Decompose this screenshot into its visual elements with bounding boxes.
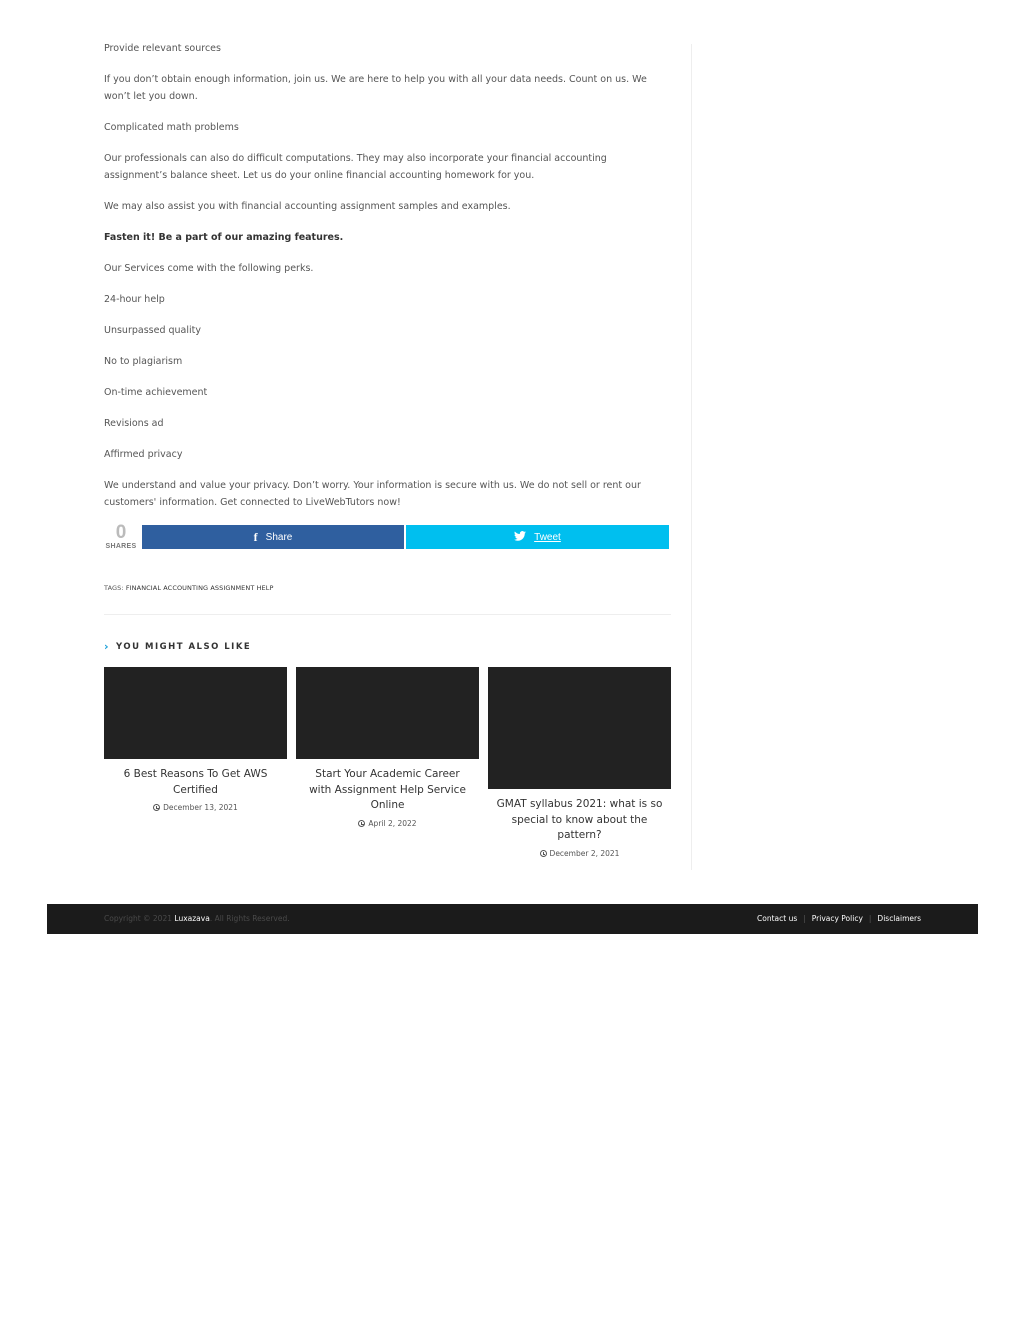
copyright-prefix: Copyright © 2021	[104, 914, 173, 923]
post-title[interactable]: Start Your Academic Career with Assignment Help Service Online	[309, 768, 466, 811]
related-post-card[interactable]	[488, 667, 671, 858]
article-paragraph: Unsurpassed quality	[104, 325, 201, 336]
chevron-right-icon: ›	[104, 640, 111, 653]
post-thumbnail[interactable]	[296, 667, 479, 759]
related-post-card[interactable]	[104, 667, 287, 812]
article-paragraph: Affirmed privacy	[104, 449, 183, 460]
footer-link-contact[interactable]: Contact us	[757, 914, 798, 923]
facebook-share-label: Share	[265, 531, 293, 543]
footer-separator: |	[803, 914, 806, 923]
footer-links	[757, 914, 921, 923]
twitter-share-button[interactable]	[406, 525, 669, 549]
footer-link-disclaimers[interactable]: Disclaimers	[877, 914, 921, 923]
article-content	[104, 40, 670, 867]
brand-link[interactable]: Luxazava	[174, 914, 210, 923]
sidebar-divider	[691, 44, 692, 870]
share-bar	[104, 522, 670, 551]
article-paragraph: We understand and value your privacy. Don’t worry. Your information is secure with us. We do not sell or rent our customers' information. Get connected to LiveWebTutors now!	[104, 480, 641, 508]
article-paragraph: 24-hour help	[104, 294, 165, 305]
article-paragraph: If you don’t obtain enough information, join us. We are here to help you with all your data needs. Count on us. We won’t let you down.	[104, 74, 647, 102]
post-title[interactable]: 6 Best Reasons To Get AWS Certified	[123, 768, 268, 796]
article-paragraph: On-time achievement	[104, 387, 208, 398]
article-paragraph: No to plagiarism	[104, 356, 183, 367]
facebook-share-button[interactable]	[142, 525, 404, 549]
tag-link[interactable]: FINANCIAL ACCOUNTING ASSIGNMENT HELP	[125, 584, 274, 592]
tags-prefix: TAGS:	[104, 584, 124, 592]
article-paragraph: Complicated math problems	[104, 122, 239, 133]
post-thumbnail[interactable]	[488, 667, 671, 789]
article-paragraph: Provide relevant sources	[104, 43, 221, 54]
share-count-number: 0	[115, 522, 127, 543]
clock-icon	[540, 850, 547, 857]
post-date-text: April 2, 2022	[368, 818, 417, 828]
post-date-text: December 2, 2021	[549, 848, 620, 858]
article-body	[104, 40, 670, 511]
footer-link-privacy[interactable]: Privacy Policy	[811, 914, 863, 923]
post-date	[488, 849, 671, 858]
related-post-card[interactable]	[296, 667, 479, 828]
twitter-share-label: Tweet	[534, 531, 561, 543]
article-paragraph: Our Services come with the following perks.	[104, 263, 314, 274]
post-tags	[104, 584, 670, 592]
divider	[104, 614, 671, 615]
post-date	[296, 819, 479, 828]
copyright	[104, 914, 290, 923]
related-posts-title: YOU MIGHT ALSO LIKE	[116, 641, 252, 652]
clock-icon	[358, 820, 365, 827]
post-thumbnail[interactable]	[104, 667, 287, 759]
share-count	[104, 523, 138, 550]
article-paragraph: Fasten it! Be a part of our amazing features.	[104, 232, 344, 243]
clock-icon	[153, 804, 160, 811]
share-count-label: SHARES	[105, 543, 137, 550]
article-paragraph: We may also assist you with financial accounting assignment samples and examples.	[104, 201, 511, 212]
article-paragraph: Our professionals can also do difficult computations. They may also incorporate your financial accounting assignment’s balance sheet. Let us do your online financial accounting homework for you.	[104, 153, 607, 181]
post-title[interactable]: GMAT syllabus 2021: what is so special to know about the pattern?	[496, 798, 663, 841]
site-footer	[47, 904, 978, 934]
copyright-suffix: . All Rights Reserved.	[209, 914, 290, 923]
related-posts	[104, 667, 670, 867]
article-paragraph: Revisions ad	[104, 418, 164, 429]
footer-separator: |	[868, 914, 872, 923]
twitter-icon	[514, 531, 526, 544]
post-date-text: December 13, 2021	[163, 803, 238, 812]
facebook-icon: f	[253, 529, 258, 544]
related-posts-heading	[104, 640, 670, 653]
post-date	[104, 803, 287, 812]
